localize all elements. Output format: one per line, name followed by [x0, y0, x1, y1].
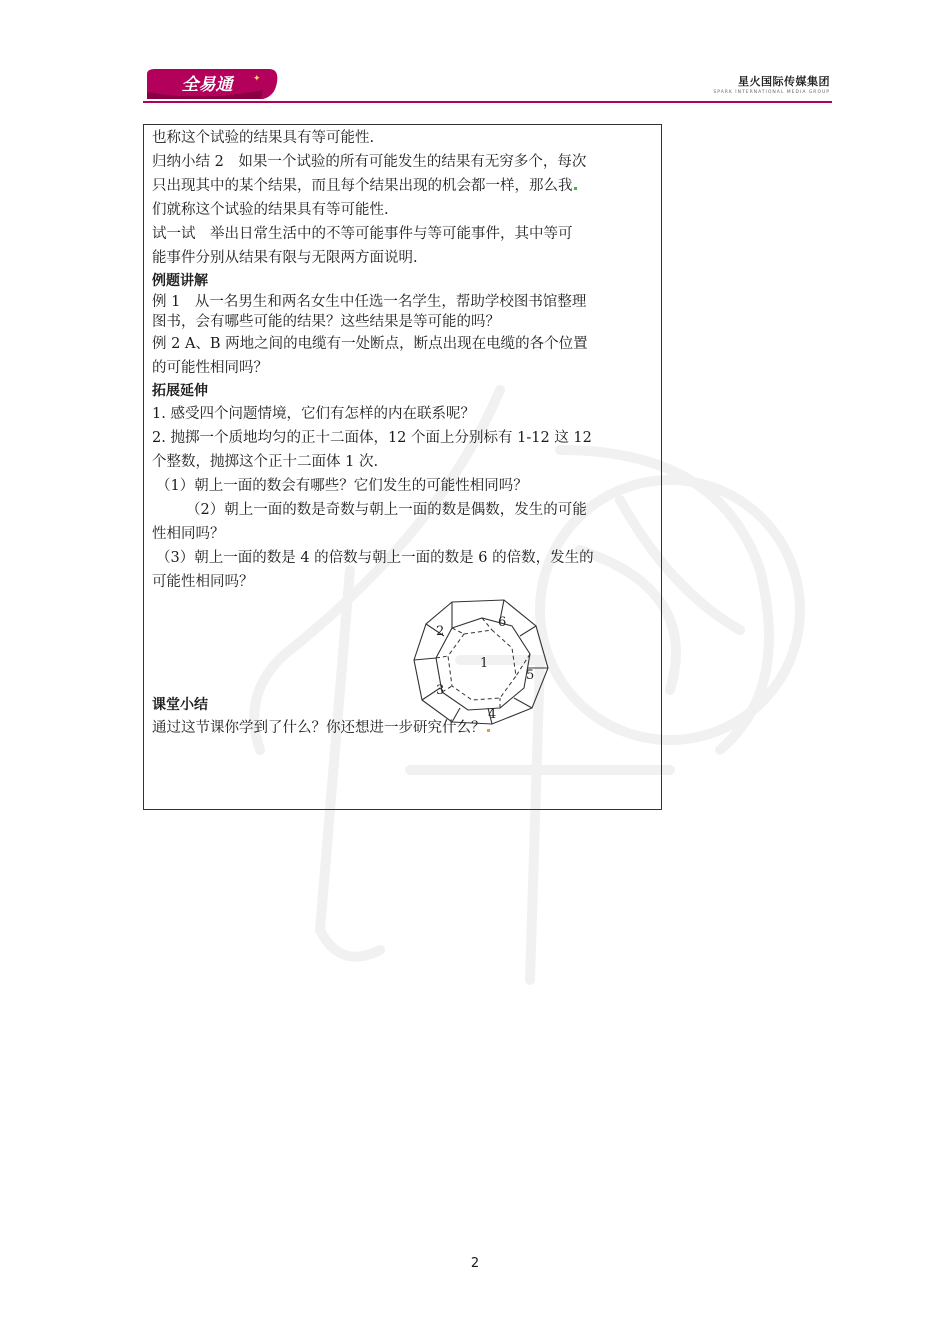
question-2-line: 个整数，抛掷这个正十二面体 1 次.: [152, 454, 379, 470]
text-line: 也称这个试验的结果具有等可能性.: [152, 130, 375, 146]
subquestion-2-line: （2）朝上一面的数是奇数与朝上一面的数是偶数，发生的可能: [186, 502, 587, 518]
summary-2-line: 归纳小结 2 如果一个试验的所有可能发生的结果有无穷多个，每次: [152, 154, 587, 170]
company-name-en: SPARK INTERNATIONAL MEDIA GROUP: [713, 90, 830, 95]
summary-text: [152, 716, 660, 740]
summary-heading: 课堂小结: [152, 697, 208, 713]
question-1: 1. 感受四个问题情境，它们有怎样的内在联系呢？: [152, 406, 475, 422]
face-label: 3: [436, 683, 445, 698]
example-1-line: 图书，会有哪些可能的结果？这些结果是等可能的吗？: [152, 314, 500, 330]
example-1-line: 例 1 从一名男生和两名女生中任选一名学生，帮助学校图书馆整理: [152, 294, 587, 310]
face-label: 5: [526, 668, 535, 683]
face-label: 2: [436, 624, 445, 639]
example-2-line: 例 2 A、B 两地之间的电缆有一处断点，断点出现在电缆的各个位置: [152, 336, 588, 352]
subquestion-1: （1）朝上一面的数会有哪些？它们发生的可能性相同吗？: [156, 478, 528, 494]
example-2-line: 的可能性相同吗？: [152, 360, 268, 376]
text-span: 通过这节课你学到了什么？你还想进一步研究什么？: [152, 720, 486, 736]
page-number: 2: [470, 1256, 480, 1271]
text-line: 们就称这个试验的结果具有等可能性.: [152, 202, 389, 218]
company-name-cn: 星火国际传媒集团: [738, 75, 830, 88]
face-label: 6: [498, 615, 507, 630]
company-name: [713, 73, 830, 95]
face-label: 4: [488, 707, 497, 722]
try-line: 试一试 举出日常生活中的不等可能事件与等可能事件，其中等可: [152, 226, 573, 242]
header-rule: [143, 101, 832, 103]
examples-heading: 例题讲解: [152, 273, 208, 289]
marker-dot: [487, 729, 490, 732]
marker-dot: [574, 187, 577, 190]
subquestion-3-line: 可能性相同吗？: [152, 574, 254, 590]
subquestion-3-line: [152, 546, 660, 570]
quanyitong-logo: [143, 68, 280, 100]
logo-text: 全易通: [181, 75, 233, 95]
text-span: 只出现其中的某个结果，而且每个结果出现的机会都一样，那么我: [152, 178, 573, 194]
question-2-line: 2. 抛掷一个质地均匀的正十二面体，12 个面上分别标有 1-12 这 12: [152, 430, 592, 446]
figure-spacer: [152, 594, 660, 694]
content-area: [152, 126, 660, 740]
extension-heading: 拓展延伸: [152, 383, 208, 399]
dodecahedron-figure: [412, 596, 552, 728]
text-span: （3）朝上一面的数是 4 的倍数与朝上一面的数是 6 的倍数，发生的: [156, 550, 594, 566]
face-label: 1: [480, 656, 489, 671]
svg-text:✦: ✦: [253, 74, 261, 84]
subquestion-2-line: 性相同吗？: [152, 526, 225, 542]
text-line: 能事件分别从结果有限与无限两方面说明.: [152, 250, 418, 266]
text-line: [152, 174, 660, 198]
